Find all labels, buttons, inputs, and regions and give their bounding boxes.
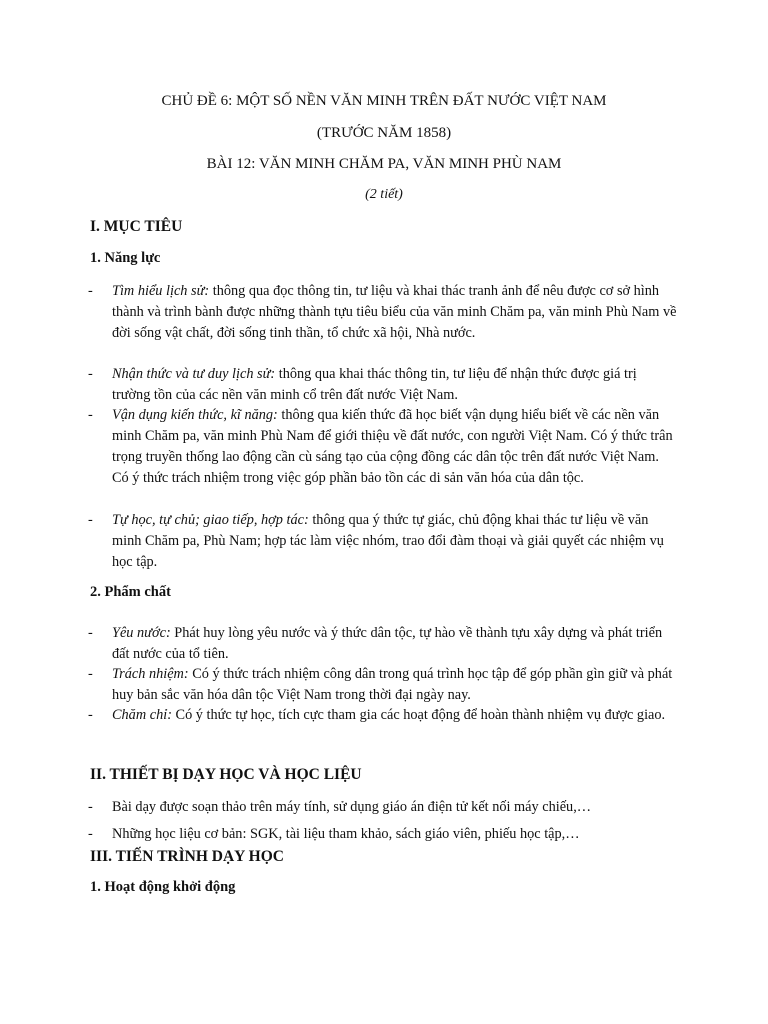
item-text: Những học liệu cơ bản: SGK, tài liệu tham khảo, sách giáo viên, phiếu học tập,… (112, 826, 580, 842)
bullet-dash: - (88, 666, 93, 682)
item-text: thông qua ý thức tự giác, chủ động khai thác tư liệu về văn minh Chăm pa, Phù Nam; hợp tác làm việc nhóm, trao đổi đàm thoại và giải quyết các nhiệm vụ học tập. (112, 512, 664, 570)
item-label: Yêu nước: (112, 625, 171, 641)
item-text: Có ý thức trách nhiệm công dân trong quá trình học tập để góp phần gìn giữ và phát huy bản sắc văn hóa dân tộc Việt Nam trong thời đại ngày nay. (112, 666, 673, 703)
bullet-dash: - (88, 512, 93, 528)
lesson-title: BÀI 12: VĂN MINH CHĂM PA, VĂN MINH PHÙ NAM (206, 156, 562, 172)
lesson-duration: (2 tiết) (365, 187, 403, 202)
item-label: Chăm chỉ: (112, 707, 172, 723)
item-text: thông qua kiến thức đã học biết vận dụng hiểu biết về các nền văn minh Chăm pa, văn minh Phù Nam để giới thiệu về đất nước, con người Việt Nam. Có ý thức trân trọng truyền thống lao động cần cù sáng tạo của cộng đồng các dân tộc trên đất nước Việt Nam. Có ý thức trách nhiệm trong việc góp phần bảo tồn các di sản văn hóa của dân tộc. (112, 407, 673, 486)
item-text: thông qua đọc thông tin, tư liệu và khai thác tranh ảnh để nêu được cơ sở hình thành và trình bành được những thành tựu tiêu biểu của văn minh Chăm pa, văn minh Phù Nam về đời sống vật chất, đời sống tinh thần, tổ chức xã hội, Nhà nước. (112, 283, 677, 341)
list-item (88, 364, 678, 406)
list-item (88, 510, 678, 573)
item-label: Tự học, tự chủ; giao tiếp, hợp tác: (112, 512, 309, 528)
topic-period: (TRƯỚC NĂM 1858) (316, 125, 452, 141)
item-text: Bài dạy được soạn thảo trên máy tính, sử dụng giáo án điện tử kết nối máy chiếu,… (112, 799, 592, 815)
section-heading-process: III. TIẾN TRÌNH DẠY HỌC (90, 848, 284, 865)
bullet-dash: - (88, 707, 93, 723)
item-text: thông qua khai thác thông tin, tư liệu để nhận thức được giá trị trường tồn của các nền văn minh cổ trên đất nước Việt Nam. (112, 366, 637, 403)
item-label: Vận dụng kiến thức, kĩ năng: (112, 407, 278, 423)
list-item (88, 705, 678, 747)
list-item (88, 281, 678, 365)
bullet-dash: - (88, 283, 93, 299)
list-item (88, 664, 678, 706)
subheading-qualities: 2. Phẩm chất (90, 584, 171, 600)
item-label: Trách nhiệm: (112, 666, 189, 682)
bullet-dash: - (88, 799, 93, 815)
subheading-warmup-activity: 1. Hoạt động khởi động (90, 879, 236, 895)
bullet-dash: - (88, 407, 93, 423)
item-label: Nhận thức và tư duy lịch sử: (112, 366, 276, 382)
subheading-competencies: 1. Năng lực (90, 250, 161, 266)
bullet-dash: - (88, 826, 93, 842)
list-item (88, 405, 678, 510)
list-item (88, 623, 678, 665)
bullet-dash: - (88, 366, 93, 382)
section-heading-equipment: II. THIẾT BỊ DẠY HỌC VÀ HỌC LIỆU (90, 766, 362, 783)
item-text: Có ý thức tự học, tích cực tham gia các hoạt động để hoàn thành nhiệm vụ được giao. (171, 707, 666, 723)
item-label: Tìm hiểu lịch sử: (112, 283, 210, 299)
topic-title: CHỦ ĐỀ 6: MỘT SỐ NỀN VĂN MINH TRÊN ĐẤT NƯỚC VIỆT NAM (161, 93, 607, 109)
bullet-dash: - (88, 625, 93, 641)
item-text: Phát huy lòng yêu nước và ý thức dân tộc, tự hào về thành tựu xây dựng và phát triển đất nước của tổ tiên. (112, 625, 663, 662)
section-heading-objectives: I. MỤC TIÊU (90, 218, 183, 235)
